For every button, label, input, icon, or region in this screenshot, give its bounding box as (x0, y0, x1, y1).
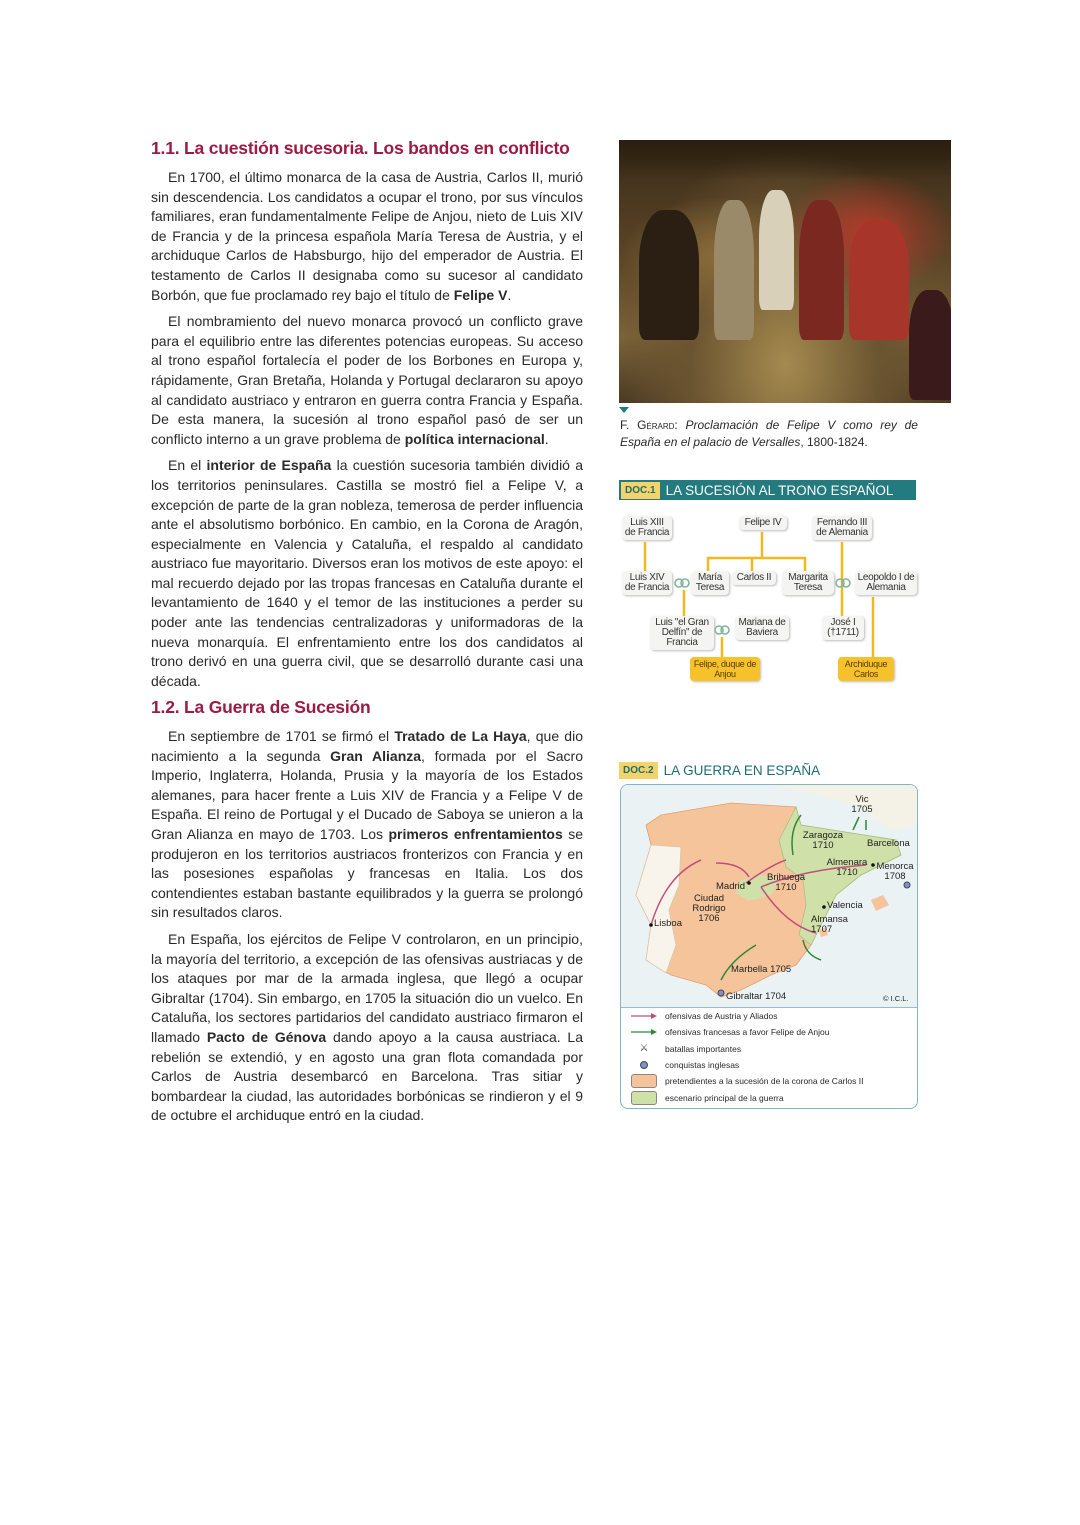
person-mariana-baviera: Mariana de Baviera (735, 616, 789, 640)
text-run: En 1700, el último monarca de la casa de Austria, Carlos II, murió sin descendencia. Los candidatos a ocupar el trono, por sus vínculos familiares, eran fundamentalmente Felipe de Anjou, nieto de Luis XIV de Francia y de la princesa española María Teresa de Austria, y el archiduque Carlos de Habsburgo, hijo del emperador de Austria. El testamento de Carlos II designaba como su sucesor al candidato Borbón, que fue proclamado rey bajo el título de (151, 169, 583, 303)
bold-term: Pacto de Génova (206, 1028, 327, 1045)
painting-proclamation-felipe-v (619, 140, 951, 403)
text-run: , que dio nacimiento a la segunda (151, 728, 583, 764)
map-label-madrid: Madrid (716, 881, 746, 892)
green-arrow-icon (631, 1029, 657, 1035)
person-leopoldo-i: Leopoldo I de Alemania (855, 571, 917, 595)
map-label-menorca: Menorca 1708 (876, 861, 914, 882)
caption-marker-icon (619, 407, 629, 413)
legend-label: batallas importantes (665, 1043, 742, 1054)
doc2-tag: DOC.2 (619, 762, 658, 779)
text-run: la cuestión sucesoria también dividió a los territorios peninsulares. Castilla se mostró fiel a Felipe V, a excepción de parte de la gran nobleza, temerosa de perder influencia ante el absolutismo borbónico. En cambio, en la Corona de Aragón, especialmente en Valencia y Cataluña, el respaldo al candidato austriaco fue mayoritario. Diversos eran los motivos de este apoyo: el mal recuerdo dejado por las tropas francesas en Cataluña durante el levantamiento de 1640 y el temor de las instituciones a perder su poder ante las tendencias centralizadoras y uniformadoras de la nueva monarquía. El enfrentamiento entre los dos candidatos al trono derivó en una guerra civil, que se desarrolló durante casi una década. (151, 457, 583, 689)
text-run: se produjeron en los territorios austriacos fronterizos con Francia y en las posesiones españolas y francesas en Italia. Los dos contendientes estaban bastante equilibrados y la guerra se prolongó sin resultados claros. (151, 825, 583, 921)
orange-area-icon (631, 1074, 657, 1088)
crossed-swords-icon: ⚔ (639, 1043, 649, 1055)
doc1-header (619, 480, 916, 500)
war-map (620, 784, 918, 1109)
legend-item (621, 1057, 917, 1073)
map-label-zaragoza: Zaragoza 1710 (802, 830, 844, 851)
green-area-icon (631, 1091, 657, 1105)
section-2-title: 1.2. La Guerra de Sucesión (151, 697, 371, 717)
paragraph (151, 456, 583, 691)
legend-label: escenario principal de la guerra (665, 1092, 784, 1103)
section-1 (151, 138, 583, 698)
bold-term: primeros enfrentamientos (388, 825, 563, 842)
doc2-header (619, 760, 916, 780)
text-run: En septiembre de 1701 se firmó el (168, 728, 395, 744)
section-1-title: 1.1. La cuestión sucesoria. Los bandos en conflicto (151, 138, 570, 158)
person-fernando-iii: Fernando III de Alemania (812, 516, 872, 540)
person-archiduque-carlos: Archiduque Carlos (838, 657, 894, 681)
person-maria-teresa: María Teresa (691, 571, 729, 595)
map-label-lisboa: Lisboa (654, 918, 682, 929)
text-run: El nombramiento del nuevo monarca provocó un conflicto grave para el equilibrio entre las diferentes potencias europeas. Su acceso al trono español fortalecía el poder de los Borbones en Europa y, rápidamente, Gran Bretaña, Holanda y Portugal declararon su apoyo al candidato austriaco y entraron en guerra contra Francia y España. De esta manera, la sucesión al trono español pasó de ser un conflicto interno a un grave problema de (151, 313, 583, 447)
legend-label: ofensivas de Austria y Aliados (665, 1011, 778, 1022)
bold-term: interior de España (206, 457, 332, 474)
map-label-vic: Vic 1705 (851, 794, 873, 815)
doc1-tag: DOC.1 (621, 482, 660, 499)
person-gran-delfin: Luis "el Gran Delfín" de Francia (650, 616, 714, 650)
bold-term: Felipe V (453, 286, 508, 303)
painting-caption: F. Gérard: Proclamación de Felipe V como rey de España en el palacio de Versalles, 1800-1824. (620, 418, 918, 449)
text-run: En el (168, 457, 207, 474)
paragraph (151, 727, 583, 923)
family-tree (619, 505, 919, 690)
person-felipe-anjou: Felipe, duque de Anjou (690, 657, 760, 681)
legend-label: pretendientes a la sucesión de la corona de Carlos II (665, 1076, 864, 1087)
person-luis-xiv: Luis XIV de Francia (622, 571, 672, 595)
text-run: . (507, 286, 512, 303)
person-luis-xiii: Luis XIII de Francia (622, 516, 672, 540)
legend-item (621, 1041, 917, 1057)
map-label-gibraltar: Gibraltar 1704 (726, 991, 787, 1002)
pink-arrow-icon (631, 1013, 657, 1019)
legend-item (621, 1024, 917, 1040)
text-run: , formada por el Sacro Imperio, Inglaterra, Holanda, Prusia y la mayoría de los Estados alemanes, para hacer frente a Luis XIV de Francia y a Felipe V de España. El reino de Portugal y el Ducado de Saboya se unieron a la Gran Alianza en mayo de 1703. Los (151, 747, 583, 842)
paragraph (151, 312, 583, 449)
text-run: . (544, 430, 549, 447)
doc1-title: LA SUCESIÓN AL TRONO ESPAÑOL (665, 482, 894, 498)
paragraph (151, 930, 583, 1126)
person-carlos-ii: Carlos II (732, 571, 776, 585)
paragraph (151, 168, 583, 305)
person-felipe-iv: Felipe IV (739, 516, 787, 530)
map-label-almansa: Almansa 1707 (811, 914, 848, 935)
section-2-body (151, 727, 583, 1126)
map-label-ciudad-rodrigo: Ciudad Rodrigo 1706 (692, 893, 726, 924)
map-label-marbella: Marbella 1705 (731, 964, 792, 975)
section-1-body (151, 168, 583, 691)
legend-item (621, 1008, 917, 1024)
bold-term: Gran Alianza (330, 747, 422, 764)
map-copyright: © I.C.L. (883, 994, 909, 1003)
map-label-barcelona: Barcelona (867, 838, 910, 849)
map-label-valencia: Valencia (827, 900, 863, 911)
section-2 (151, 697, 583, 1133)
blue-dot-icon (631, 1061, 657, 1069)
legend-item (621, 1073, 917, 1089)
legend-item (621, 1089, 917, 1105)
person-jose-i: José I (†1711) (822, 616, 864, 640)
bold-term: política internacional (404, 430, 545, 447)
map-label-brihuega: Brihuega 1710 (766, 872, 806, 893)
text-run: En España, los ejércitos de Felipe V controlaron, en un principio, la mayoría del territorio, a excepción de las ofensivas austriacas y de los ataques por mar de la armada inglesa, que llegó a ocupar Gibraltar (1704). Sin embargo, en 1705 la situación dio un vuelco. En Cataluña, los sectores partidarios del candidato austriaco firmaron el llamado (151, 930, 583, 1045)
text-run: dando apoyo a la causa austriaca. La rebelión se extendió, y en agosto una gran flota comandada por Carlos de Austria desembarcó en Barcelona. Tras sitiar y bombardear la ciudad, las autoridades borbónicas se rindieron y el 9 de octubre el archiduque entró en la ciudad. (151, 1028, 584, 1124)
legend-label: ofensivas francesas a favor Felipe de Anjou (665, 1027, 830, 1038)
doc2-title: LA GUERRA EN ESPAÑA (663, 762, 821, 778)
bold-term: Tratado de La Haya (394, 728, 527, 744)
person-margarita-teresa: Margarita Teresa (782, 571, 834, 595)
legend-label: conquistas inglesas (665, 1060, 740, 1071)
map-label-almenara: Almenara 1710 (826, 857, 868, 878)
map-legend (621, 1007, 917, 1106)
